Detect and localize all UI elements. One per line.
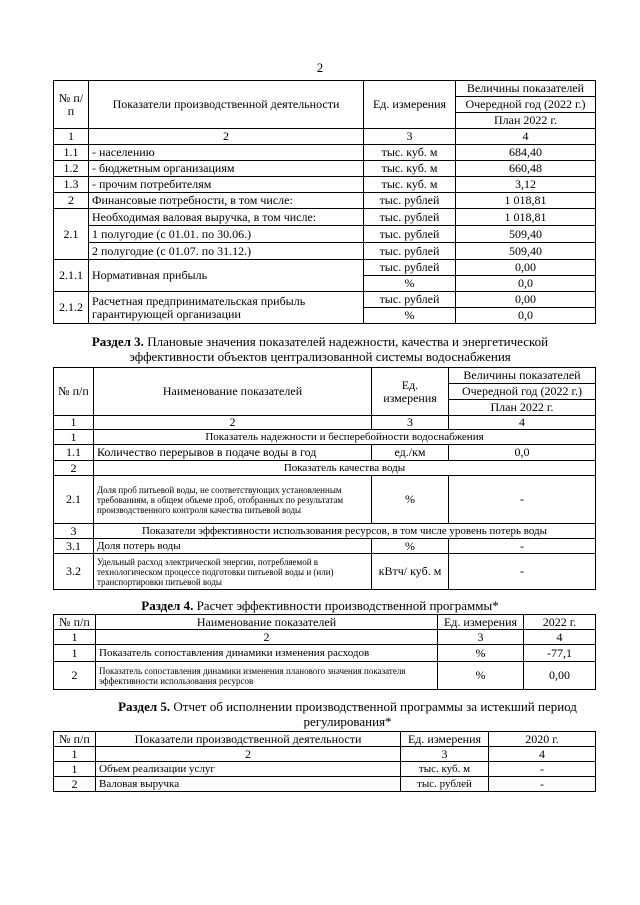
group-num: 3 xyxy=(54,524,94,539)
row-num: 2 xyxy=(54,662,96,690)
header-year: Очередной год (2022 г.) xyxy=(456,97,596,113)
row-name: Удельный расход электрической энергии, потребляемой в технологическом процессе подготовки питьевой воды и (или) транспортировки питьевой воды xyxy=(94,554,372,590)
table-row xyxy=(54,243,596,260)
index-cell: 3 xyxy=(401,747,489,762)
row-num: 2.1 xyxy=(54,476,94,524)
row-name: 2 полугодие (с 01.07. по 31.12.) xyxy=(89,243,364,260)
row-name: - бюджетным организациям xyxy=(89,161,364,177)
row-value: 0,00 xyxy=(456,260,596,276)
header-plan: План 2022 г. xyxy=(456,113,596,129)
row-name: - населению xyxy=(89,145,364,161)
row-num: 2.1 xyxy=(54,209,89,260)
table-row xyxy=(54,662,596,690)
row-value: -77,1 xyxy=(524,645,596,662)
row-unit: тыс. рублей xyxy=(364,193,456,209)
table-row xyxy=(54,476,596,524)
row-unit: % xyxy=(438,662,524,690)
row-name: Доля потерь воды xyxy=(94,539,372,554)
table-row xyxy=(54,539,596,554)
row-unit: тыс. рублей xyxy=(364,226,456,243)
section3-label: Раздел 3. xyxy=(91,334,144,349)
section4-label: Раздел 4. xyxy=(141,598,194,613)
header-num: № п/п xyxy=(54,732,96,747)
header-name: Показатели производственной деятельности xyxy=(89,81,364,129)
page-number: 2 xyxy=(316,60,324,75)
row-value: 509,40 xyxy=(456,243,596,260)
row-name: Расчетная предпринимательская прибыль гарантирующей организации xyxy=(89,292,364,324)
table-row xyxy=(54,260,596,276)
row-num: 1 xyxy=(54,645,96,662)
section3-title-text: Плановые значения показателей надежности, качества и энергетической эффективности объектов централизованной системы водоснабжения xyxy=(129,334,549,364)
table-row xyxy=(54,554,596,590)
row-name: Валовая выручка xyxy=(96,777,401,792)
row-name: Финансовые потребности, в том числе: xyxy=(89,193,364,209)
row-unit: кВтч/ куб. м xyxy=(372,554,449,590)
row-name: Объем реализации услуг xyxy=(96,762,401,777)
section4-title-text: Расчет эффективности производственной программы* xyxy=(193,598,499,613)
row-unit: тыс. рублей xyxy=(364,292,456,308)
row-name: Нормативная прибыль xyxy=(89,260,364,292)
index-cell: 3 xyxy=(364,129,456,145)
row-value: 3,12 xyxy=(456,177,596,193)
table-row xyxy=(54,777,596,792)
header-values-title: Величины показателей xyxy=(456,81,596,97)
index-cell: 2 xyxy=(94,416,372,430)
production-indicators-table xyxy=(53,80,596,324)
index-cell: 2 xyxy=(96,630,438,645)
row-unit: % xyxy=(372,539,449,554)
header-year: Очередной год (2022 г.) xyxy=(449,384,596,400)
row-unit: тыс. куб. м xyxy=(401,762,489,777)
row-name: Количество перерывов в подаче воды в год xyxy=(94,445,372,461)
row-unit: тыс. куб. м xyxy=(364,177,456,193)
row-value: - xyxy=(449,554,596,590)
index-cell: 4 xyxy=(456,129,596,145)
section4-title xyxy=(0,598,640,613)
index-cell: 3 xyxy=(438,630,524,645)
row-num: 1.3 xyxy=(54,177,89,193)
section5-title xyxy=(0,699,640,729)
row-unit: тыс. рублей xyxy=(364,209,456,226)
header-unit: Ед. измерения xyxy=(372,368,449,416)
header-name: Наименование показателей xyxy=(94,368,372,416)
row-value: 0,0 xyxy=(456,308,596,324)
index-cell: 3 xyxy=(372,416,449,430)
header-unit: Ед. измерения xyxy=(364,81,456,129)
table-row xyxy=(54,645,596,662)
row-num: 2.1.1 xyxy=(54,260,89,292)
row-unit: ед./км xyxy=(372,445,449,461)
group-title: Показатели эффективности использования ресурсов, в том числе уровень потерь воды xyxy=(94,524,596,539)
row-num: 1.2 xyxy=(54,161,89,177)
table-row xyxy=(54,209,596,226)
header-name: Показатели производственной деятельности xyxy=(96,732,401,747)
table-row xyxy=(54,177,596,193)
header-name: Наименование показателей xyxy=(96,615,438,630)
row-unit: % xyxy=(372,476,449,524)
header-unit: Ед. измерения xyxy=(401,732,489,747)
table-row xyxy=(54,445,596,461)
row-value: 0,0 xyxy=(449,445,596,461)
section5-title-text: Отчет об исполнении производственной программы за истекший период регулирования* xyxy=(170,699,577,729)
row-value: - xyxy=(449,476,596,524)
index-cell: 1 xyxy=(54,747,96,762)
row-unit: % xyxy=(438,645,524,662)
table-row xyxy=(54,226,596,243)
row-name: Показатель сопоставления динамики изменения планового значения показателя эффективности использования ресурсов xyxy=(96,662,438,690)
row-value: - xyxy=(489,762,596,777)
row-unit: тыс. рублей xyxy=(364,260,456,276)
row-value: 1 018,81 xyxy=(456,209,596,226)
row-num: 1.1 xyxy=(54,445,94,461)
table-row xyxy=(54,145,596,161)
row-name: - прочим потребителям xyxy=(89,177,364,193)
row-value: - xyxy=(489,777,596,792)
group-num: 2 xyxy=(54,461,94,476)
header-num: № п/п xyxy=(54,615,96,630)
section5-label: Раздел 5. xyxy=(118,699,171,714)
row-num: 3.2 xyxy=(54,554,94,590)
index-cell: 2 xyxy=(96,747,401,762)
row-name: Необходимая валовая выручка, в том числе: xyxy=(89,209,364,226)
row-value: 509,40 xyxy=(456,226,596,243)
index-cell: 1 xyxy=(54,416,94,430)
row-value: 0,0 xyxy=(456,276,596,292)
header-num: № п/п xyxy=(54,81,89,129)
index-cell: 1 xyxy=(54,630,96,645)
section4-table xyxy=(53,614,596,690)
row-name: Доля проб питьевой воды, не соответствующих установленным требованиям, в общем объеме проб, отобранных по результатам производственного контроля качества питьевой воды xyxy=(94,476,372,524)
group-title: Показатель надежности и бесперебойности водоснабжения xyxy=(94,430,596,445)
row-value: 1 018,81 xyxy=(456,193,596,209)
row-num: 2.1.2 xyxy=(54,292,89,324)
row-value: 0,00 xyxy=(456,292,596,308)
row-num: 1.1 xyxy=(54,145,89,161)
section3-table xyxy=(53,367,596,590)
section3-title xyxy=(0,334,640,364)
row-unit: % xyxy=(364,276,456,292)
index-cell: 1 xyxy=(54,129,89,145)
table-row xyxy=(54,762,596,777)
row-value: 684,40 xyxy=(456,145,596,161)
index-cell: 4 xyxy=(489,747,596,762)
row-num: 2 xyxy=(54,777,96,792)
row-num: 2 xyxy=(54,193,89,209)
header-values-title: Величины показателей xyxy=(449,368,596,384)
row-unit: тыс. рублей xyxy=(364,243,456,260)
row-value: 660,48 xyxy=(456,161,596,177)
index-cell: 4 xyxy=(449,416,596,430)
row-unit: тыс. куб. м xyxy=(364,161,456,177)
index-cell: 2 xyxy=(89,129,364,145)
section5-table xyxy=(53,731,596,792)
index-cell: 4 xyxy=(524,630,596,645)
header-plan: План 2022 г. xyxy=(449,400,596,416)
row-num: 3.1 xyxy=(54,539,94,554)
row-value: 0,00 xyxy=(524,662,596,690)
table-row xyxy=(54,193,596,209)
group-num: 1 xyxy=(54,430,94,445)
row-name: 1 полугодие (с 01.01. по 30.06.) xyxy=(89,226,364,243)
header-num: № п/п xyxy=(54,368,94,416)
group-title: Показатель качества воды xyxy=(94,461,596,476)
table-row xyxy=(54,161,596,177)
header-year: 2022 г. xyxy=(524,615,596,630)
table-row xyxy=(54,292,596,308)
row-unit: тыс. рублей xyxy=(401,777,489,792)
header-year: 2020 г. xyxy=(489,732,596,747)
row-value: - xyxy=(449,539,596,554)
row-unit: % xyxy=(364,308,456,324)
header-unit: Ед. измерения xyxy=(438,615,524,630)
row-num: 1 xyxy=(54,762,96,777)
row-name: Показатель сопоставления динамики изменения расходов xyxy=(96,645,438,662)
row-unit: тыс. куб. м xyxy=(364,145,456,161)
